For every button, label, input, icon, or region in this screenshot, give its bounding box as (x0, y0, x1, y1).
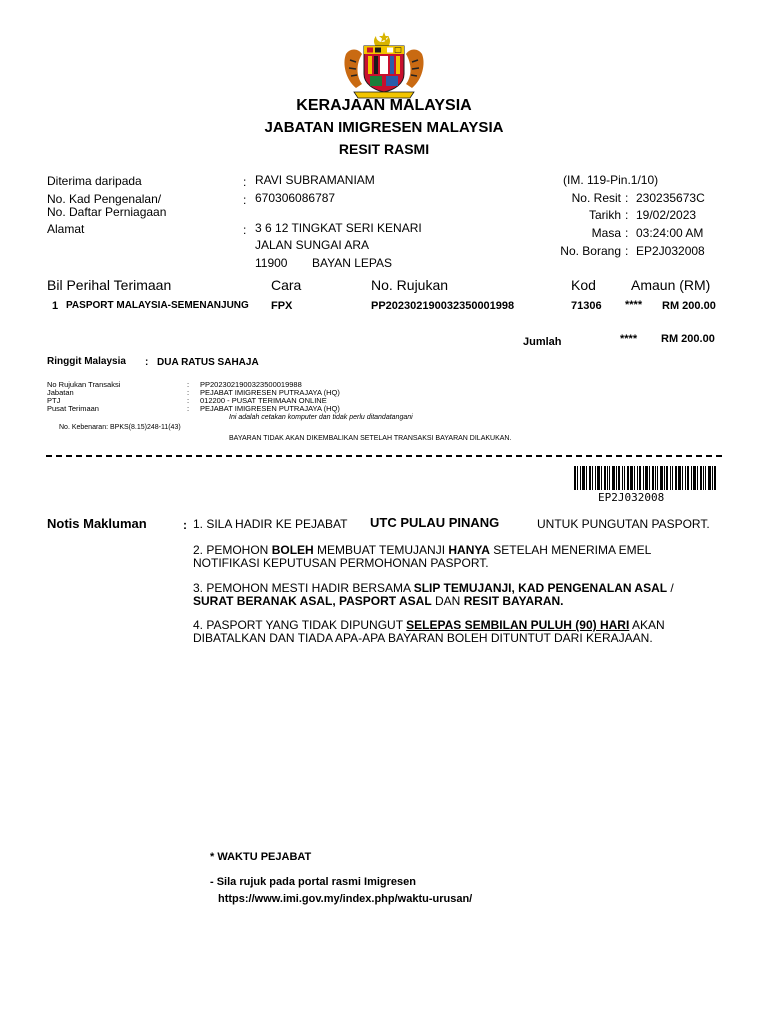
detail-label-ptj: PTJ (47, 396, 61, 405)
detail-value-jabatan: PEJABAT IMIGRESEN PUTRAJAYA (HQ) (200, 388, 340, 397)
colon: : (625, 244, 629, 258)
city: BAYAN LEPAS (312, 256, 393, 270)
refund-note: BAYARAN TIDAK AKAN DIKEMBALIKAN SETELAH TRANSAKSI BAYARAN DILAKUKAN. (229, 435, 512, 442)
notis-3-surat: SURAT BERANAK ASAL, PASPORT ASAL (193, 594, 432, 608)
tarikh-label: Tarikh (588, 208, 621, 222)
jumlah-stars: **** (620, 333, 638, 345)
row-cara: FPX (271, 300, 293, 312)
row-kod: 71306 (571, 300, 602, 312)
kebenaran-number: No. Kebenaran: BPKS(8.15)248-11(43) (59, 424, 181, 431)
notis-2-c: MEMBUAT TEMUJANJI (313, 543, 449, 557)
ringgit-value: DUA RATUS SAHAJA (157, 357, 259, 368)
col-header-rujukan: No. Rujukan (371, 277, 449, 293)
masa-label: Masa (591, 226, 621, 240)
jumlah-label: Jumlah (523, 336, 562, 348)
ic-value: 670306086787 (255, 191, 336, 205)
malaysia-coat-of-arms-icon (340, 30, 428, 100)
notis-1-office: UTC PULAU PINANG (370, 515, 500, 530)
detail-label-jabatan: Jabatan (47, 388, 74, 397)
detail-label-rujukan: No Rujukan Transaksi (47, 380, 121, 389)
colon: : (187, 396, 190, 405)
notis-3-slip: SLIP TEMUJANJI, KAD PENGENALAN ASAL (413, 581, 668, 595)
colon: : (243, 175, 247, 189)
row-bil: 1 (52, 300, 59, 312)
colon: : (625, 208, 629, 222)
colon: : (183, 518, 187, 532)
office-hours-heading: * WAKTU PEJABAT (210, 851, 312, 863)
notis-2-hanya: HANYA (448, 543, 490, 557)
notis-2-boleh: BOLEH (271, 543, 314, 557)
detail-label-pusat: Pusat Terimaan (47, 404, 99, 413)
ic-label-line1: No. Kad Pengenalan/ (47, 192, 162, 206)
row-amount: RM 200.00 (662, 300, 716, 312)
header-receipt-title: RESIT RASMI (338, 141, 430, 157)
cut-line-divider (46, 455, 722, 457)
col-header-perihal: Bil Perihal Terimaan (47, 277, 172, 293)
notis-4-c: AKAN DIBATALKAN DAN TIADA APA-APA BAYARAN BOLEH DITUNTUT DARI KERAJAAN. (193, 618, 665, 645)
col-header-kod: Kod (571, 277, 596, 293)
ringgit-label: Ringgit Malaysia (47, 356, 126, 367)
tarikh-value: 19/02/2023 (636, 208, 697, 222)
jumlah-amount: RM 200.00 (661, 333, 715, 345)
no-borang-label: No. Borang (560, 244, 621, 258)
notis-2-a: 2. PEMOHON (193, 543, 272, 557)
notis-4 (193, 619, 713, 645)
notis-3 (193, 582, 713, 608)
ic-label-line2: No. Daftar Perniagaan (47, 205, 167, 219)
colon: : (187, 404, 190, 413)
colon: : (243, 193, 247, 207)
address-label: Alamat (47, 222, 85, 236)
computer-print-note: Ini adalah cetakan komputer dan tidak perlu ditandatangani (229, 414, 413, 421)
office-hours-url[interactable]: https://www.imi.gov.my/index.php/waktu-urusan/ (218, 893, 473, 905)
address-line1: 3 6 12 TINGKAT SERI KENARI (255, 221, 422, 235)
header-department: JABATAN IMIGRESEN MALAYSIA (264, 119, 504, 136)
colon: : (625, 226, 629, 240)
row-perihal: PASPORT MALAYSIA-SEMENANJUNG (66, 300, 249, 311)
no-resit-value: 230235673C (636, 191, 705, 205)
notis-2-e: SETELAH MENERIMA EMEL NOTIFIKASI KEPUTUSAN PERMOHONAN PASPORT. (193, 543, 651, 570)
notis-3-a: 3. PEMOHON MESTI HADIR BERSAMA (193, 581, 414, 595)
detail-value-rujukan: PP20230219003235000199​88 (200, 380, 302, 389)
row-stars: **** (625, 299, 643, 311)
colon: : (145, 357, 149, 368)
notis-4-a: 4. PASPORT YANG TIDAK DIPUNGUT (193, 618, 407, 632)
no-borang-value: EP2J032008 (636, 244, 705, 258)
detail-value-ptj: 012200 - PUSAT TERIMAAN ONLINE (200, 396, 327, 405)
colon: : (243, 223, 247, 237)
detail-value-pusat: PEJABAT IMIGRESEN PUTRAJAYA (HQ) (200, 404, 340, 413)
form-code: (IM. 119-Pin.1/10) (563, 173, 659, 187)
barcode-icon (574, 466, 716, 490)
notis-3-e: DAN (431, 594, 464, 608)
postcode: 11900 (255, 256, 288, 270)
notis-label: Notis Makluman (47, 516, 147, 531)
colon: : (187, 380, 190, 389)
header-government: KERAJAAN MALAYSIA (296, 97, 472, 114)
no-resit-label: No. Resit (571, 191, 621, 205)
notis-4-period: SELEPAS SEMBILAN PULUH (90) HARI (406, 618, 630, 632)
address-line2: JALAN SUNGAI ARA (255, 238, 370, 252)
col-header-cara: Cara (271, 277, 302, 293)
masa-value: 03:24:00 AM (636, 226, 704, 240)
colon: : (625, 191, 629, 205)
notis-3-c: / (667, 581, 674, 595)
notis-2 (193, 544, 713, 570)
barcode-text: EP2J032008 (598, 491, 665, 504)
row-rujukan: PP20230219003235000199​8 (371, 300, 515, 312)
colon: : (187, 388, 190, 397)
notis-3-resit: RESIT BAYARAN. (463, 594, 564, 608)
office-hours-reference: - Sila rujuk pada portal rasmi Imigresen (210, 876, 417, 888)
notis-1-post: UNTUK PUNGUTAN PASPORT. (537, 517, 710, 531)
notis-1-pre: 1. SILA HADIR KE PEJABAT (193, 517, 348, 531)
col-header-amaun: Amaun (RM) (631, 277, 711, 293)
received-from-value: RAVI SUBRAMANIAM (255, 173, 375, 187)
received-from-label: Diterima daripada (47, 174, 142, 188)
